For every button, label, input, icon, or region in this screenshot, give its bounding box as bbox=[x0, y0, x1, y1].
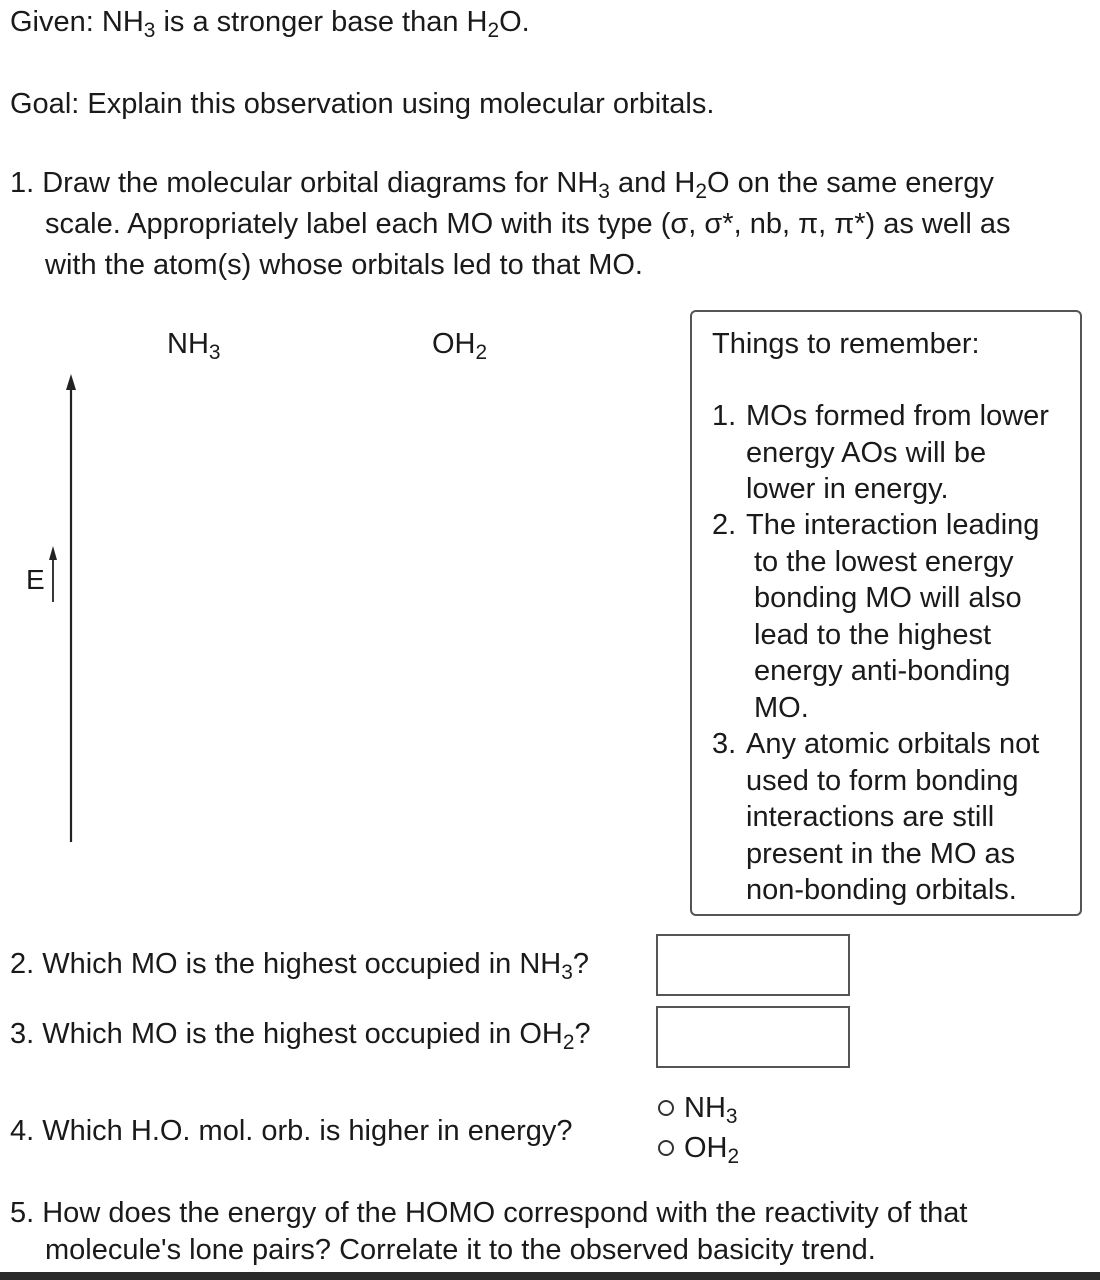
tip-3-line: used to form bonding bbox=[746, 764, 1019, 797]
tip-2-line: MO. bbox=[754, 691, 809, 724]
tip-1-line: MOs formed from lower bbox=[746, 400, 1049, 432]
radio-circle-icon[interactable] bbox=[658, 1140, 674, 1156]
things-to-remember-title: Things to remember: bbox=[712, 328, 980, 360]
things-to-remember-box: Things to remember: 1. MOs formed from lower energy AOs will be lower in energy. 2. The interaction leading to the lowest energy bonding MO will also lead to the highest energy anti-bonding MO. 3. Any atomic orbitals not used to form bonding interactions are still present in the MO as non-bonding orbitals. bbox=[690, 310, 1082, 916]
tip-2-line: The interaction leading bbox=[746, 509, 1040, 541]
given-sub-3: 3 bbox=[143, 18, 156, 42]
question-4: 4. Which H.O. mol. orb. is higher in energy? bbox=[10, 1115, 573, 1147]
tip-3-line: non-bonding orbitals. bbox=[746, 874, 1017, 906]
question-1 bbox=[10, 163, 1011, 286]
question-1-line-3: with the atom(s) whose orbitals led to that MO. bbox=[45, 249, 643, 281]
goal-statement: Goal: Explain this observation using molecular orbitals. bbox=[10, 88, 715, 120]
tip-1-line: energy AOs will be bbox=[746, 436, 987, 469]
given-prefix: Given: NH bbox=[10, 6, 144, 38]
tip-2-line: energy anti-bonding bbox=[754, 655, 1011, 687]
cropped-edge bbox=[0, 1272, 1100, 1280]
tip-2-line: bonding MO will also bbox=[754, 582, 1022, 614]
energy-axis-label: E bbox=[26, 564, 45, 595]
question-5-line-2: molecule's lone pairs? Correlate it to the observed basicity trend. bbox=[45, 1234, 876, 1266]
tip-3-line: Any atomic orbitals not bbox=[746, 728, 1040, 760]
question-1-line-1: 1. Draw the molecular orbital diagrams for $NH_3$ and $H_2O$ on the same energy bbox=[10, 167, 994, 203]
radio-option-oh2-label: $OH_2$ bbox=[684, 1132, 740, 1168]
energy-axis bbox=[0, 0, 120, 860]
question-2: 2. Which MO is the highest occupied in $NH_3$? bbox=[10, 948, 590, 984]
question-2-answer-box[interactable] bbox=[656, 934, 850, 996]
question-3-answer-box[interactable] bbox=[656, 1006, 850, 1068]
given-suffix: O. bbox=[499, 6, 530, 38]
tip-3-line: interactions are still bbox=[746, 801, 995, 833]
given-mid: is a stronger base than H bbox=[155, 6, 488, 38]
tip-2-line: lead to the highest bbox=[754, 618, 992, 651]
question-5 bbox=[10, 1195, 967, 1269]
tip-3-line: present in the MO as bbox=[746, 837, 1016, 870]
tip-1-line: lower in energy. bbox=[746, 473, 949, 505]
given-sub-2: 2 bbox=[487, 18, 500, 42]
question-3: 3. Which MO is the highest occupied in $OH_2$? bbox=[10, 1018, 591, 1054]
tip-2-line: to the lowest energy bbox=[754, 545, 1014, 578]
question-5-line-1: 5. How does the energy of the HOMO correspond with the reactivity of that bbox=[10, 1197, 968, 1229]
radio-option-nh3[interactable] bbox=[658, 1090, 738, 1126]
radio-circle-icon[interactable] bbox=[658, 1100, 674, 1116]
radio-option-oh2[interactable] bbox=[658, 1130, 739, 1166]
question-1-line-2: scale. Appropriately label each MO with its type (σ, σ*, nb, π, π*) as well as bbox=[45, 208, 1011, 240]
oh2-column-label: $OH_2$ bbox=[432, 328, 488, 364]
nh3-column-label: $NH_3$ bbox=[167, 328, 221, 364]
radio-option-nh3-label: $NH_3$ bbox=[684, 1092, 738, 1128]
